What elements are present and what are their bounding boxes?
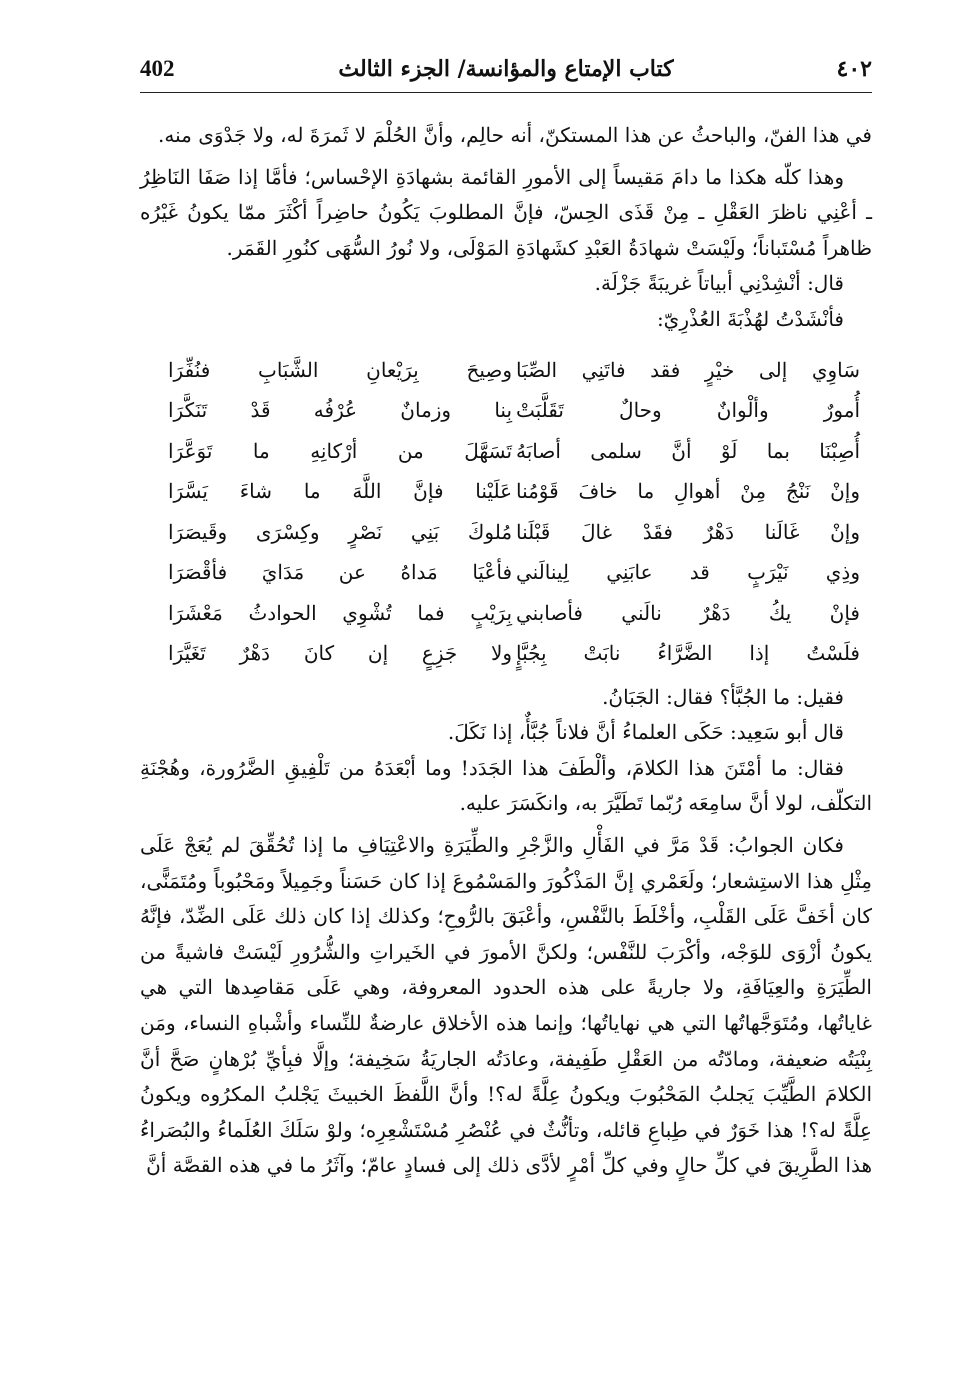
verse-line: [140, 512, 872, 553]
verse-line: [140, 633, 872, 674]
page-number-latin: 402: [140, 56, 175, 81]
verse-first-hemistich: فإنْ يكُ دَهْرٌ نالَني فأصابني: [515, 600, 860, 625]
running-title: كتاب الإمتاع والمؤانسة/ الجزء الثالث: [338, 56, 674, 82]
verse-second-hemistich: مُلوكَ بَنِي نَصْرٍ وكِسْرَى وقَيصَرَا: [168, 519, 513, 544]
verse-first-hemistich: سَاوِي إلى خيْرٍ فقد فاتَنِي الصِّبَا: [515, 357, 860, 382]
verse-second-hemistich: عَلَيْنا فإنَّ اللَّهَ ما شاءَ يَسَّرَا: [168, 479, 513, 504]
paragraph: وهذا كلّه هكذا ما دامَ مَقيساً إلى الأمورِ القائمة بشهادَةِ الإحْساس؛ فأمَّا إذا صَفَا النَاظِرُ ـ أعْنِي ناظرَ العَقْلِ ـ مِنْ قَذَى الحِسّ، فإنَّ المطلوبَ يَكُونُ حاضِراً أكْثَرَ ممّا يكونُ غَيْرُه ظاهراً مُسْتَباناً؛ ولَيْسَتْ شهادَةُ العَبْدِ كشَهادَةِ المَوْلَى، ولا نُورُ السُّهَى كنُورِ القَمَر.: [140, 164, 872, 260]
running-header: [140, 52, 872, 93]
verse-second-hemistich: وصِيحَ بِرَيْعانِ الشَّبَابِ فنُفِّرَا: [168, 357, 513, 382]
verse-line: [140, 593, 872, 634]
verse-line: [140, 552, 872, 593]
paragraph: قال أبو سَعِيد: حَكَى العلماءُ أنَّ فلاناً جُبَّأٌ، إذا نَكَلَ.: [447, 720, 844, 745]
verse-second-hemistich: ولا جَزِعٍ إن كانَ دَهْرٌ تَغَيَّرَا: [168, 641, 513, 666]
verse-second-hemistich: تَسَهَّلَ من أرْكانِهِ ما تَوَعَّرَا: [168, 438, 513, 463]
poem: [140, 350, 872, 674]
verse-second-hemistich: فأعْيَا مَداهُ عن مَدَايَ فأقْصَرَا: [168, 560, 513, 585]
verse-first-hemistich: أُمورٌ وألْوانٌ وحالٌ تَقَلَّبَتْ: [515, 398, 860, 423]
verse-line: [140, 431, 872, 472]
verse-second-hemistich: بِرَيْبٍ فما تُشْوِي الحوادثُ مَعْشَرَا: [168, 600, 513, 625]
verse-line: [140, 390, 872, 431]
paragraph: في هذا الفنّ، والباحثُ عن هذا المستكنّ، أنه حالِم، وأنَّ الحُلْمَ لا ثَمرَةَ له، ولا جَدْوَى منه.: [158, 123, 872, 147]
paragraph: فقيل: ما الجُبَّأ؟ فقال: الجَبَانُ.: [602, 684, 844, 709]
verse-first-hemistich: أُصِبْنَا بما لَوْ أنَّ سلمى أصابَهُ: [515, 438, 860, 463]
verse-line: [140, 350, 872, 391]
verse-first-hemistich: وإنْ نَنْجُ مِنْ أهوالِ ما خافَ قَوْمُنا: [515, 479, 860, 504]
verse-line: [140, 471, 872, 512]
verse-first-hemistich: وذِي نَيْرَبٍ قد عابَنِي لِينالَني: [515, 560, 860, 585]
verse-first-hemistich: وإنْ غَالَنا دَهْرٌ فقَدْ غالَ قَبْلَنا: [515, 519, 860, 544]
page-number-arabic: ٤٠٢: [836, 56, 872, 82]
verse-second-hemistich: بِنا وزمانٌ عُرْفُه قَدْ تَنَكَّرَا: [168, 398, 513, 423]
paragraph: قال: أنْشِدْنِي أبياتاً غريبَةً جَزْلَة.: [594, 271, 844, 296]
paragraph: فقال: ما أمْتَنَ هذا الكلامَ، وألْطَفَ هذا الجَدَد! وما أبْعَدَهُ من تَلْفِيقِ الضَّرُورة، وهُجْنَةِ التكلّف، لولا أنَّ سامِعَه رُبّما تَطَيَّرَ به، وانكَسَرَ عليه.: [140, 755, 872, 816]
paragraph: فكان الجوابُ: قَدْ مَرَّ في الفَأْلِ والزَّجْرِ والطِّيَرَةِ والاعْتِيَافِ ما إذا تُحُقِّقَ لم يُعَجْ عَلَى مِثْلِ هذا الاستِشعار؛ ولَعَمْري إنَّ المَذْكُورَ والمَسْمُوعَ إذا كان حَسَناً وجَمِيلاً ومَحْبُوباً ومُتَمَنًّى، كان أخَفَّ عَلَى القَلْبِ، وأخْلَطَ بالنَّفْسِ، وأعْبَقَ بالرُّوحِ؛ وكذلك إذا كان ذلك عَلَى الضِّدّ، فإنَّهُ يكونُ أزْوَى للوَجْه، وأكْرَبَ للنَّفْس؛ ولكنَّ الأمورَ في الخَيراتِ والشُّرُورِ لَيْسَتْ فاشيةً من الطِّيَرَةِ والعِيَافَةِ، ولا جاريةً على هذه الحدود المعروفة، وهي عَلَى مَقاصِدها التي هي غاياتُها، ومُتَوَجَّهاتُها التي هي نهاياتُها؛ وإنما هذه الأخلاق عارضةٌ للنِّساء وأشْباهِ النساء، ومَن بِنْيَتُه ضعيفة، ومادّتُه من العَقْلِ طَفِيفة، وعادَتُه الجاريَةُ سَخِيفة؛ وإلَّا فبِأيِّ بُرْهانٍ صَحَّ أنَّ الكلامَ الطَّيِّبَ يَجلبُ المَحْبُوبَ ويكونُ عِلَّةً له؟! وأنَّ اللَّفظَ الخبيثَ يَجْلبُ المكرُوه ويكونُ عِلَّةً له؟! هذا خَوَرٌ في طِباعِ قائله، وتأنُّثٌ في عُنْصُرِ مُسْتَشْعِرِه؛ ولوْ سَلَكَ العُلَماءُ والبُصَراءُ هذا الطَّرِيقَ في كلِّ حالٍ وفي كلِّ أمْرٍ لأدَّى ذلك إلى فسادٍ عامّ؛ وآثَرُ ما في هذه القصَّة أنَّ: [140, 832, 872, 1178]
verse-first-hemistich: فلَسْتُ إذا الضَّرَّاءُ نابَتْ بِجُبَّإٍ: [515, 641, 860, 666]
paragraph: فأنْشَدْتُ لهُذْبَةَ العُذْرِيّ:: [656, 306, 844, 331]
body-text: [140, 118, 872, 1184]
